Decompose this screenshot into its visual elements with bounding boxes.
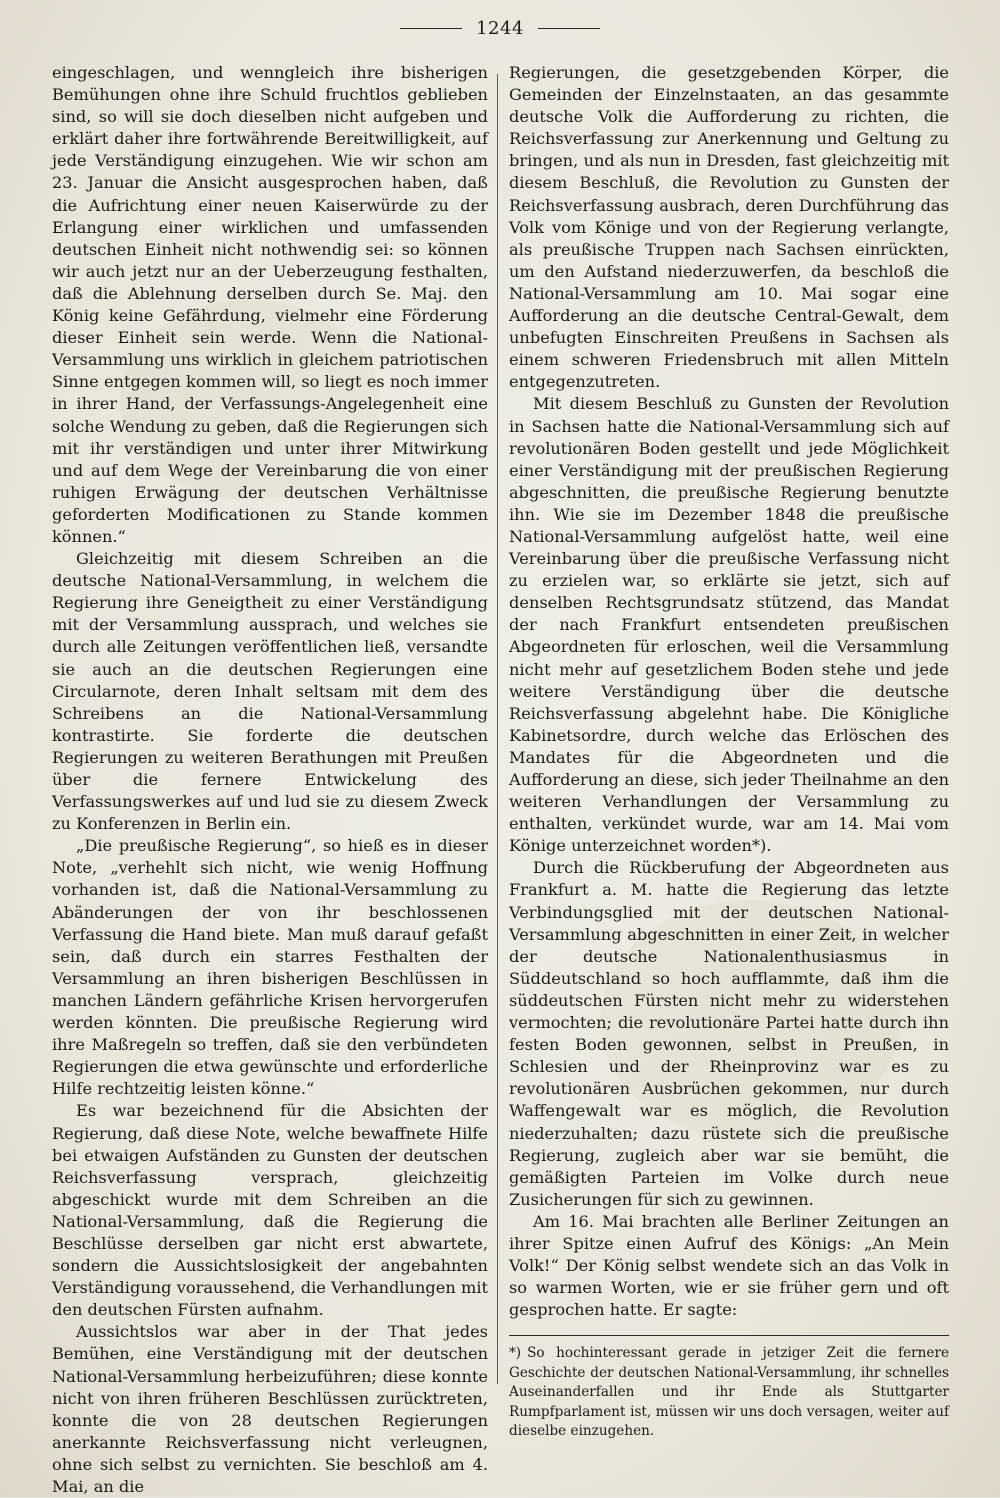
column-divider xyxy=(497,74,498,1384)
paragraph: Gleichzeitig mit diesem Schreiben an die deutsche National-Versammlung, in welchem die Regierung ihre Geneigtheit zu einer Verständigung mit der Versammlung aussprach, und welches sie durch alle Zeitungen veröffentlichen ließ, versandte sie auch an die deutschen Regierungen eine Circularnote, deren Inhalt seltsam mit dem des Schreibens an die National-Versammlung kontrastirte. Sie forderte die deutschen Regierungen zu weiteren Berathungen mit Preußen über die fernere Entwickelung des Verfassungswerkes auf und lud sie zu diesem Zweck zu Konferenzen in Berlin ein. xyxy=(52,549,488,834)
header-rule-left xyxy=(400,28,462,29)
footnote-text: So hochinteressant gerade in jetziger Zeit die fernere Geschichte der deutschen National-Versammlung, ihr schnelles Auseinanderfallen und ihr Ende als Stuttgarter Rumpfparlament ist, müssen wir uns doch versagen, weiter auf dieselbe einzugehen. xyxy=(509,1345,949,1440)
paragraph: Mit diesem Beschluß zu Gunsten der Revolution in Sachsen hatte die National-Versammlung sich auf revolutionären Boden gestellt und jede Möglichkeit einer Verständigung mit der preußischen Regierung abgeschnitten, die preußische Regierung benutzte ihn. Wie sie im Dezember 1848 die preußische National-Versammlung aufgelöst hatte, weil eine Vereinbarung über die preußische Verfassung nicht zu erzielen war, so erklärte sie jetzt, sich auf denselben Rechtsgrundsatz stützend, das Mandat der nach Frankfurt entsendeten preußischen Abgeordneten für erloschen, weil die Versammlung nicht mehr auf gesetzlichem Boden stehe und jede weitere Verständigung über die deutsche Reichsverfassung abgelehnt habe. Die Königliche Kabinetsordre, durch welche das Erlöschen des Mandates für die Abgeordneten und die Aufforderung an diese, sich jeder Theilnahme an den weiteren Verhandlungen der Versammlung zu enthalten, verkündet wurde, war am 14. Mai vom Könige unterzeichnet worden*). xyxy=(509,394,949,856)
footnote xyxy=(509,1335,949,1442)
paragraph: eingeschlagen, und wenngleich ihre bisherigen Bemühungen ohne ihre Schuld fruchtlos geblieben sind, so will sie doch dieselben nicht aufgeben und erklärt daher ihre fortwährende Bereitwilligkeit, auf jede Verständigung einzugehen. Wie wir schon am 23. Januar die Ansicht ausgesprochen haben, daß die Aufrichtung einer neuen Kaiserwürde zu der Erlangung einer wirklichen und umfassenden deutschen Einheit nicht nothwendig sei: so können wir auch jetzt nur an der Ueberzeugung festhalten, daß die Ablehnung derselben durch Se. Maj. den König keine Gefährdung, vielmehr eine Förderung dieser Einheit sein werde. Wenn die National-Versammlung uns wirklich in gleichem patriotischen Sinne entgegen kommen will, so liegt es noch immer in ihrer Hand, der Verfassungs-Angelegenheit eine solche Wendung zu geben, daß die Regierungen sich mit ihr verständigen und unter ihrer Mitwirkung und auf dem Wege der Vereinbarung die von einer ruhigen Erwägung der deutschen Verhältnisse geforderten Modificationen zu Stande kommen können.“ xyxy=(52,63,488,546)
header-rule-right xyxy=(538,28,600,29)
paragraph: Regierungen, die gesetzgebenden Körper, die Gemeinden der Einzelnstaaten, an das gesammte deutsche Volk die Aufforderung zu richten, die Reichsverfassung zur Anerkennung und Geltung zu bringen, und als nun in Dresden, fast gleichzeitig mit diesem Beschluß, die Revolution zu Gunsten der Reichsverfassung ausbrach, deren Durchführung das Volk vom Könige und von der Regierung verlangte, als preußische Truppen nach Sachsen einrückten, um den Aufstand niederzuwerfen, da beschloß die National-Versammlung am 10. Mai sogar eine Aufforderung an die deutsche Central-Gewalt, dem unbefugten Einschreiten Preußens in Sachsen als einem schweren Friedensbruch mit allen Mitteln entgegenzutreten. xyxy=(509,63,949,392)
left-column xyxy=(52,62,488,1498)
paragraph: Es war bezeichnend für die Absichten der Regierung, daß diese Note, welche bewaffnete Hilfe bei etwaigen Aufständen zu Gunsten der deutschen Reichsverfassung versprach, gleichzeitig abgeschickt wurde mit dem Schreiben an die National-Versammlung, daß die Regierung die Beschlüsse derselben gar nicht erst abwartete, sondern die Aussichtslosigkeit der angebahnten Verständigung voraussehend, die Verhandlungen mit den deutschen Fürsten aufnahm. xyxy=(52,1101,488,1320)
paragraph: „Die preußische Regierung“, so hieß es in dieser Note, „verhehlt sich nicht, wie wenig Hoffnung vorhanden ist, daß die National-Versammlung zu Abänderungen der von ihr beschlossenen Verfassung die Hand biete. Man muß darauf gefaßt sein, daß durch ein starres Festhalten der Versammlung an ihren bisherigen Beschlüssen in manchen Ländern gefährliche Krisen hervorgerufen werden könnten. Die preußische Regierung wird ihre Maßregeln so treffen, daß sie den verbündeten Regierungen die etwa gewünschte und erforderliche Hilfe rechtzeitig leisten könne.“ xyxy=(52,836,488,1099)
page-number: 1244 xyxy=(476,18,524,39)
footnote-mark: *) xyxy=(509,1345,522,1362)
page-header xyxy=(0,18,1000,39)
paragraph: Aussichtslos war aber in der That jedes Bemühen, eine Verständigung mit der deutschen National-Versammlung herbeizuführen; diese konnte nicht von ihren früheren Beschlüssen zurücktreten, konnte die von 28 deutschen Regierungen anerkannte Reichsverfassung nicht verleugnen, ohne sich selbst zu vernichten. Sie beschloß am 4. Mai, an die xyxy=(52,1322,488,1496)
right-column xyxy=(509,62,949,1442)
paragraph: Am 16. Mai brachten alle Berliner Zeitungen an ihrer Spitze einen Aufruf des Königs: „An Mein Volk!“ Der König selbst wendete sich an das Volk in so warmen Worten, wie er sie früher gern und oft gesprochen hatte. Er sagte: xyxy=(509,1211,949,1320)
paragraph: Durch die Rückberufung der Abgeordneten aus Frankfurt a. M. hatte die Regierung das letzte Verbindungsglied mit der deutschen National-Versammlung abgeschnitten in einer Zeit, in welcher der deutsche Nationalenthusiasmus in Süddeutschland so hoch aufflammte, daß ihm die süddeutschen Fürsten nicht mehr zu widerstehen vermochten; die revolutionäre Partei hatte durch ihn festen Boden gewonnen, selbst in Preußen, in Schlesien und der Rheinprovinz war es zu revolutionären Ausbrüchen gekommen, nur durch Waffengewalt war es möglich, die Revolution niederzuhalten; dazu rüstete sich die preußische Regierung, zugleich aber war sie bemüht, die gemäßigten Parteien im Volke durch neue Zusicherungen für sich zu gewinnen. xyxy=(509,858,949,1209)
